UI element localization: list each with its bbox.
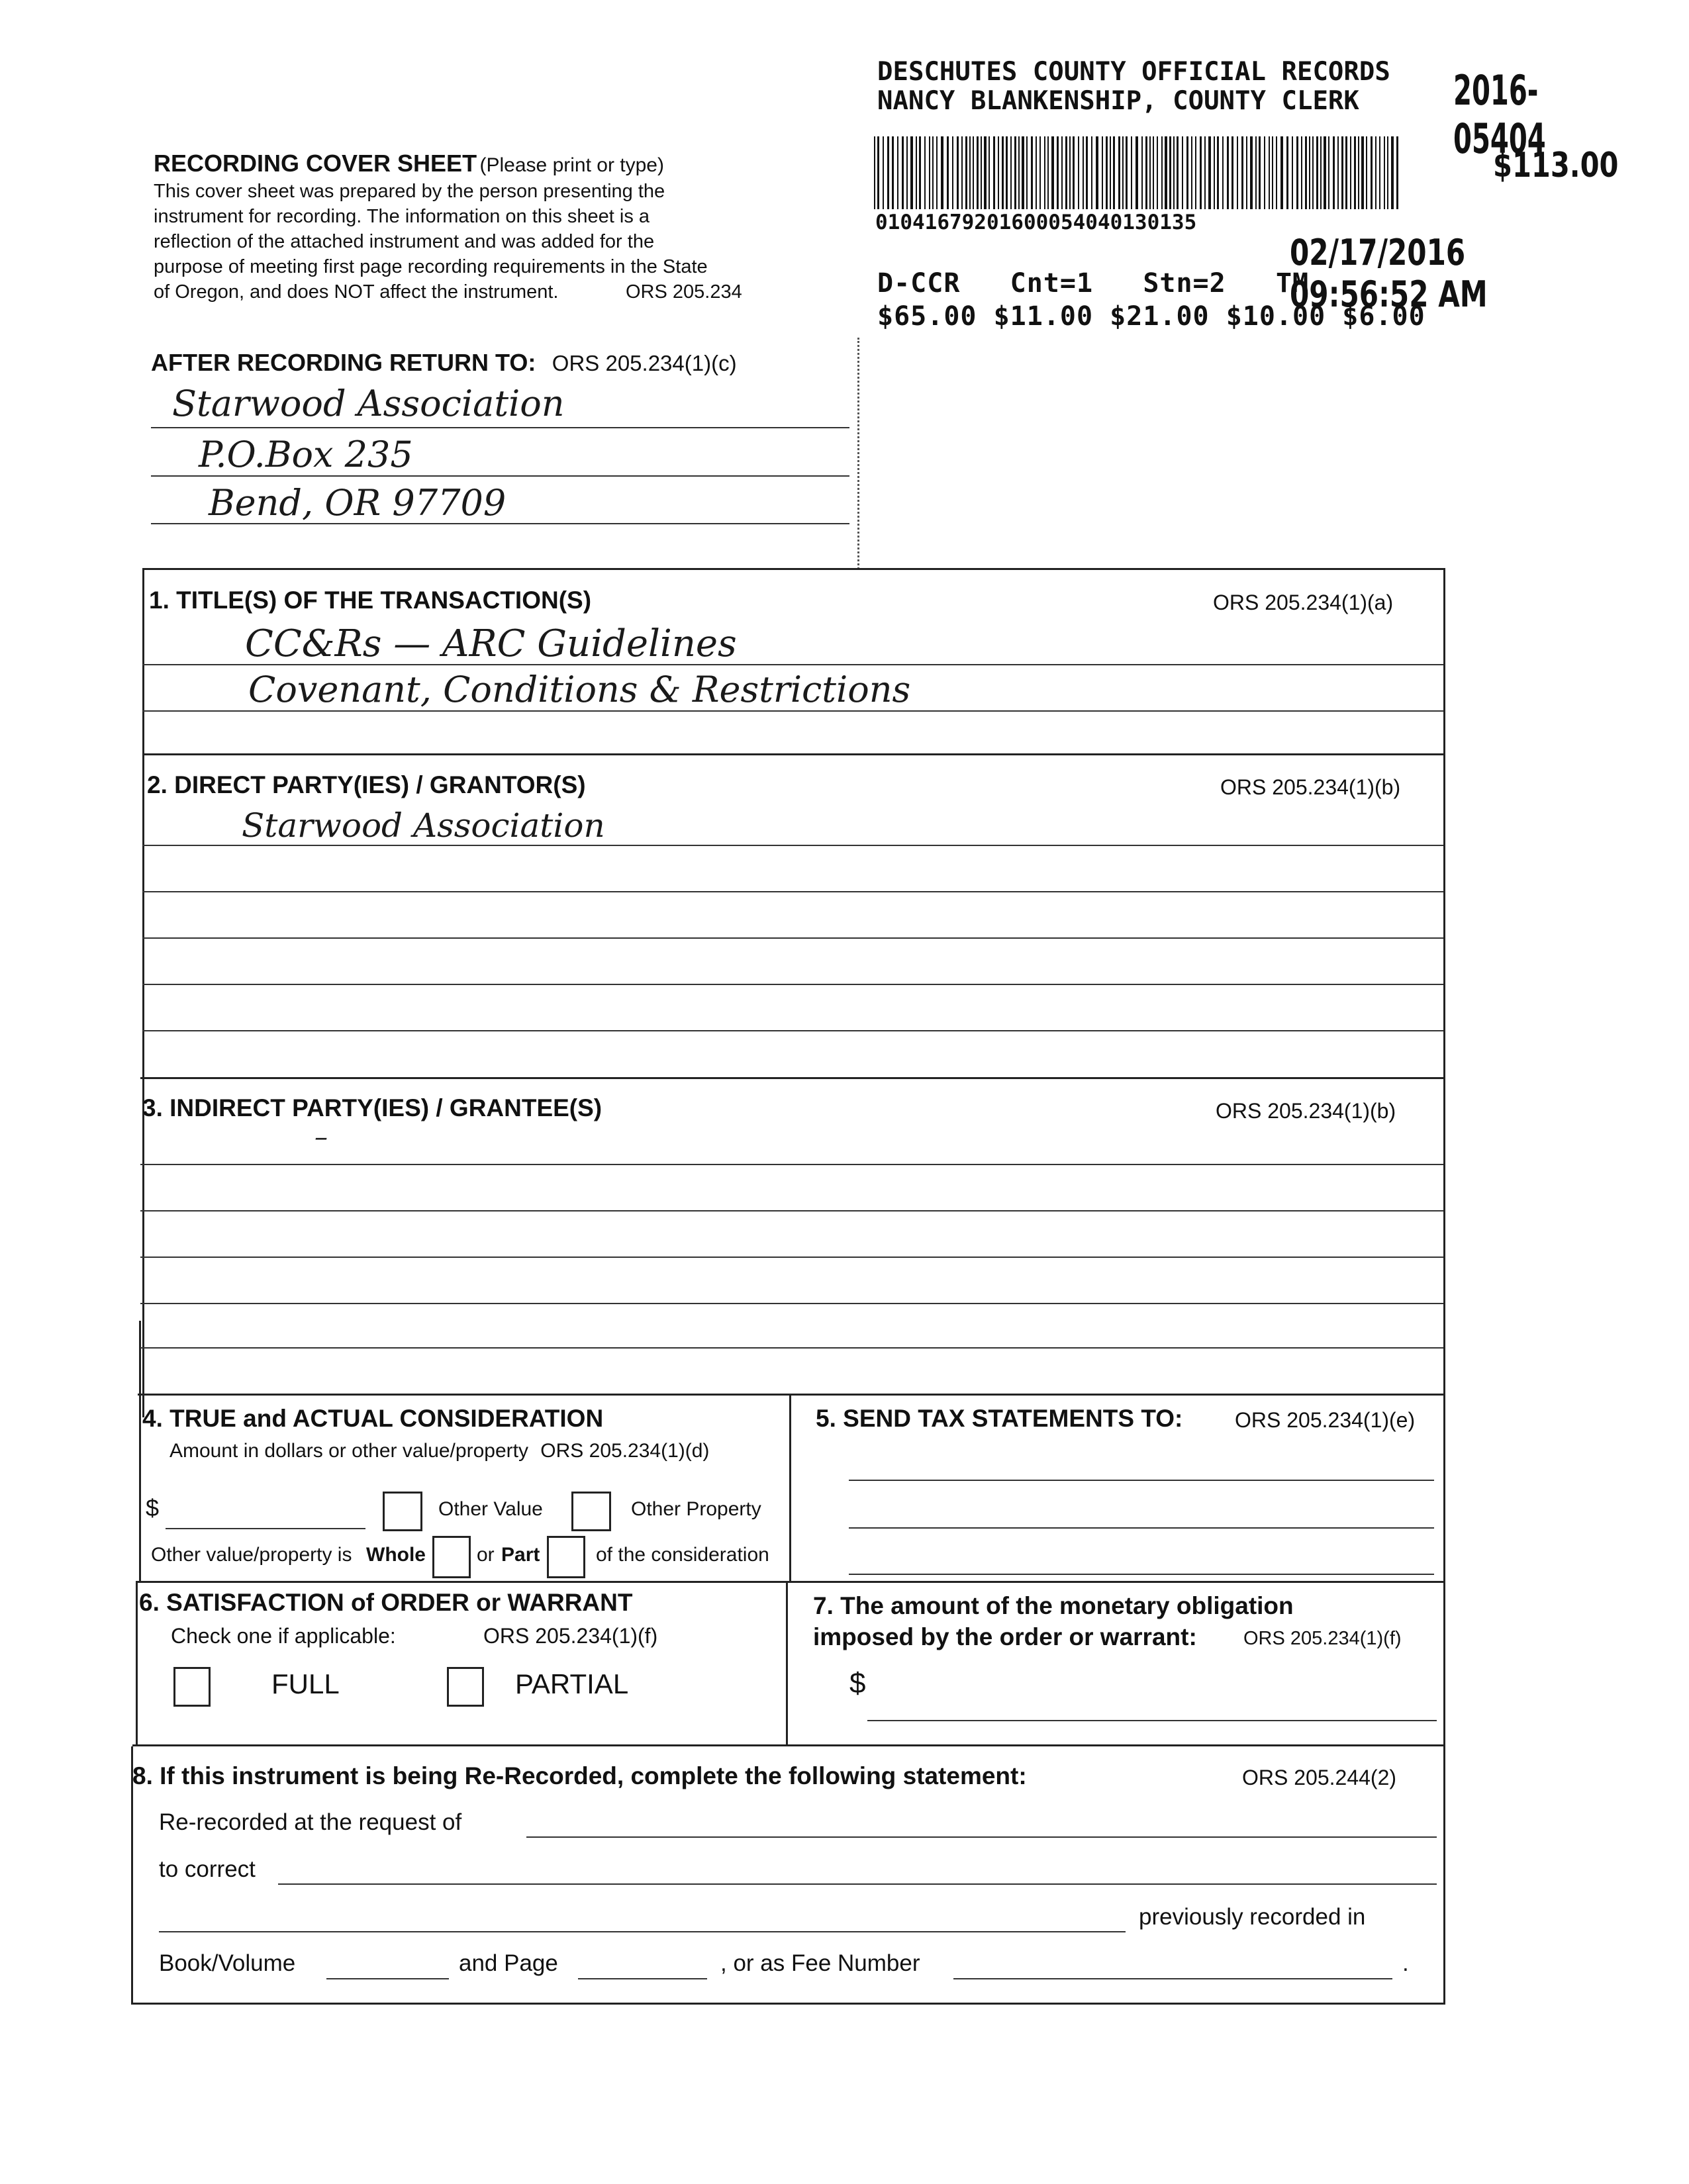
whole-label: Whole <box>366 1544 426 1566</box>
full-checkbox[interactable] <box>173 1667 211 1707</box>
section7-dollar: $ <box>849 1667 866 1699</box>
recorded-datetime: 02/17/2016 09:56:52 AM <box>1290 232 1488 315</box>
section2-ors: ORS 205.234(1)(b) <box>1220 775 1401 799</box>
return-to-ors: ORS 205.234(1)(c) <box>552 351 737 375</box>
section5-ors: ORS 205.234(1)(e) <box>1235 1408 1416 1432</box>
section1-ors: ORS 205.234(1)(a) <box>1213 591 1394 614</box>
fee-codes: D-CCR Cnt=1 Stn=2 TM <box>877 268 1310 299</box>
office-line-2: NANCY BLANKENSHIP, COUNTY CLERK <box>877 86 1359 116</box>
return-to-address[interactable]: P.O.Box 235 <box>199 434 413 475</box>
section7-title-1: 7. The amount of the monetary obligation <box>813 1592 1294 1619</box>
and-page-label: and Page <box>459 1950 558 1976</box>
fee-number-label: , or as Fee Number <box>720 1950 920 1976</box>
section8-ors: ORS 205.244(2) <box>1242 1766 1397 1789</box>
office-line-1: DESCHUTES COUNTY OFFICIAL RECORDS <box>877 57 1390 87</box>
consideration-suffix: of the consideration <box>596 1544 769 1566</box>
return-to-name[interactable]: Starwood Association <box>172 383 565 424</box>
section7-title-2: imposed by the order or warrant: <box>813 1623 1197 1650</box>
partial-label: PARTIAL <box>515 1668 629 1699</box>
cover-title: RECORDING COVER SHEET <box>154 150 477 177</box>
grantor-value[interactable]: Starwood Association <box>242 806 605 845</box>
section7-ors: ORS 205.234(1)(f) <box>1243 1628 1402 1649</box>
book-volume-label: Book/Volume <box>159 1950 296 1976</box>
barcode-number: 01041679201600054040130135 <box>875 211 1197 234</box>
other-property-checkbox[interactable] <box>571 1492 611 1531</box>
transaction-title-2[interactable]: Covenant, Conditions & Restrictions <box>248 669 911 710</box>
total-fee: $113.00 <box>1493 146 1619 185</box>
to-correct-label: to correct <box>159 1856 256 1882</box>
section5-title: 5. SEND TAX STATEMENTS TO: <box>816 1405 1183 1432</box>
cover-ors: ORS 205.234 <box>626 281 742 303</box>
barcode <box>874 136 1400 209</box>
cover-body-line: This cover sheet was prepared by the person presenting the <box>154 181 665 202</box>
part-label: Part <box>501 1544 540 1566</box>
other-value-label: Other Value <box>438 1498 543 1520</box>
partial-checkbox[interactable] <box>447 1667 484 1707</box>
section8-title: 8. If this instrument is being Re-Recorded, complete the following statement: <box>132 1762 1027 1789</box>
cover-body-line: instrument for recording. The information on this sheet is a <box>154 206 650 227</box>
part-checkbox[interactable] <box>547 1536 585 1578</box>
section6-title: 6. SATISFACTION of ORDER or WARRANT <box>139 1589 633 1616</box>
period: . <box>1402 1950 1409 1976</box>
transaction-title-1[interactable]: CC&Rs — ARC Guidelines <box>245 622 737 665</box>
section4-title: 4. TRUE and ACTUAL CONSIDERATION <box>142 1405 604 1432</box>
or-label: or <box>477 1544 495 1566</box>
cover-body-line: reflection of the attached instrument and was added for the <box>154 231 655 252</box>
section4-subtitle: Amount in dollars or other value/property <box>169 1440 528 1462</box>
section2-title: 2. DIRECT PARTY(IES) / GRANTOR(S) <box>147 771 586 798</box>
consideration-dollar: $ <box>146 1494 160 1521</box>
section6-check-label: Check one if applicable: <box>171 1624 396 1648</box>
whole-prefix: Other value/property is <box>151 1544 352 1566</box>
cover-body-line: purpose of meeting first page recording requirements in the State <box>154 256 708 277</box>
return-to-row <box>151 349 737 377</box>
other-value-checkbox[interactable] <box>383 1492 422 1531</box>
document-number: 2016-05404 <box>1453 66 1546 163</box>
previously-recorded-label: previously recorded in <box>1139 1904 1366 1930</box>
section3-title: 3. INDIRECT PARTY(IES) / GRANTEE(S) <box>142 1094 603 1121</box>
other-property-label: Other Property <box>631 1498 761 1520</box>
whole-checkbox[interactable] <box>432 1536 471 1578</box>
return-to-city[interactable]: Bend, OR 97709 <box>209 482 507 524</box>
cover-title-row <box>154 150 664 177</box>
grantee-value[interactable]: – <box>314 1122 328 1153</box>
section4-subtitle-row <box>169 1440 709 1462</box>
fee-amounts: $65.00 $11.00 $21.00 $10.00 $6.00 <box>877 301 1425 332</box>
section4-ors: ORS 205.234(1)(d) <box>540 1440 710 1462</box>
cover-body-line: of Oregon, and does NOT affect the instrument. <box>154 281 559 303</box>
cover-title-note: (Please print or type) <box>479 154 664 176</box>
return-to-label: AFTER RECORDING RETURN TO: <box>151 349 536 376</box>
section1-title: 1. TITLE(S) OF THE TRANSACTION(S) <box>149 587 592 614</box>
rerecorded-label: Re-recorded at the request of <box>159 1809 462 1835</box>
section6-ors: ORS 205.234(1)(f) <box>483 1624 658 1648</box>
section3-ors: ORS 205.234(1)(b) <box>1216 1099 1396 1123</box>
full-label: FULL <box>271 1668 340 1699</box>
